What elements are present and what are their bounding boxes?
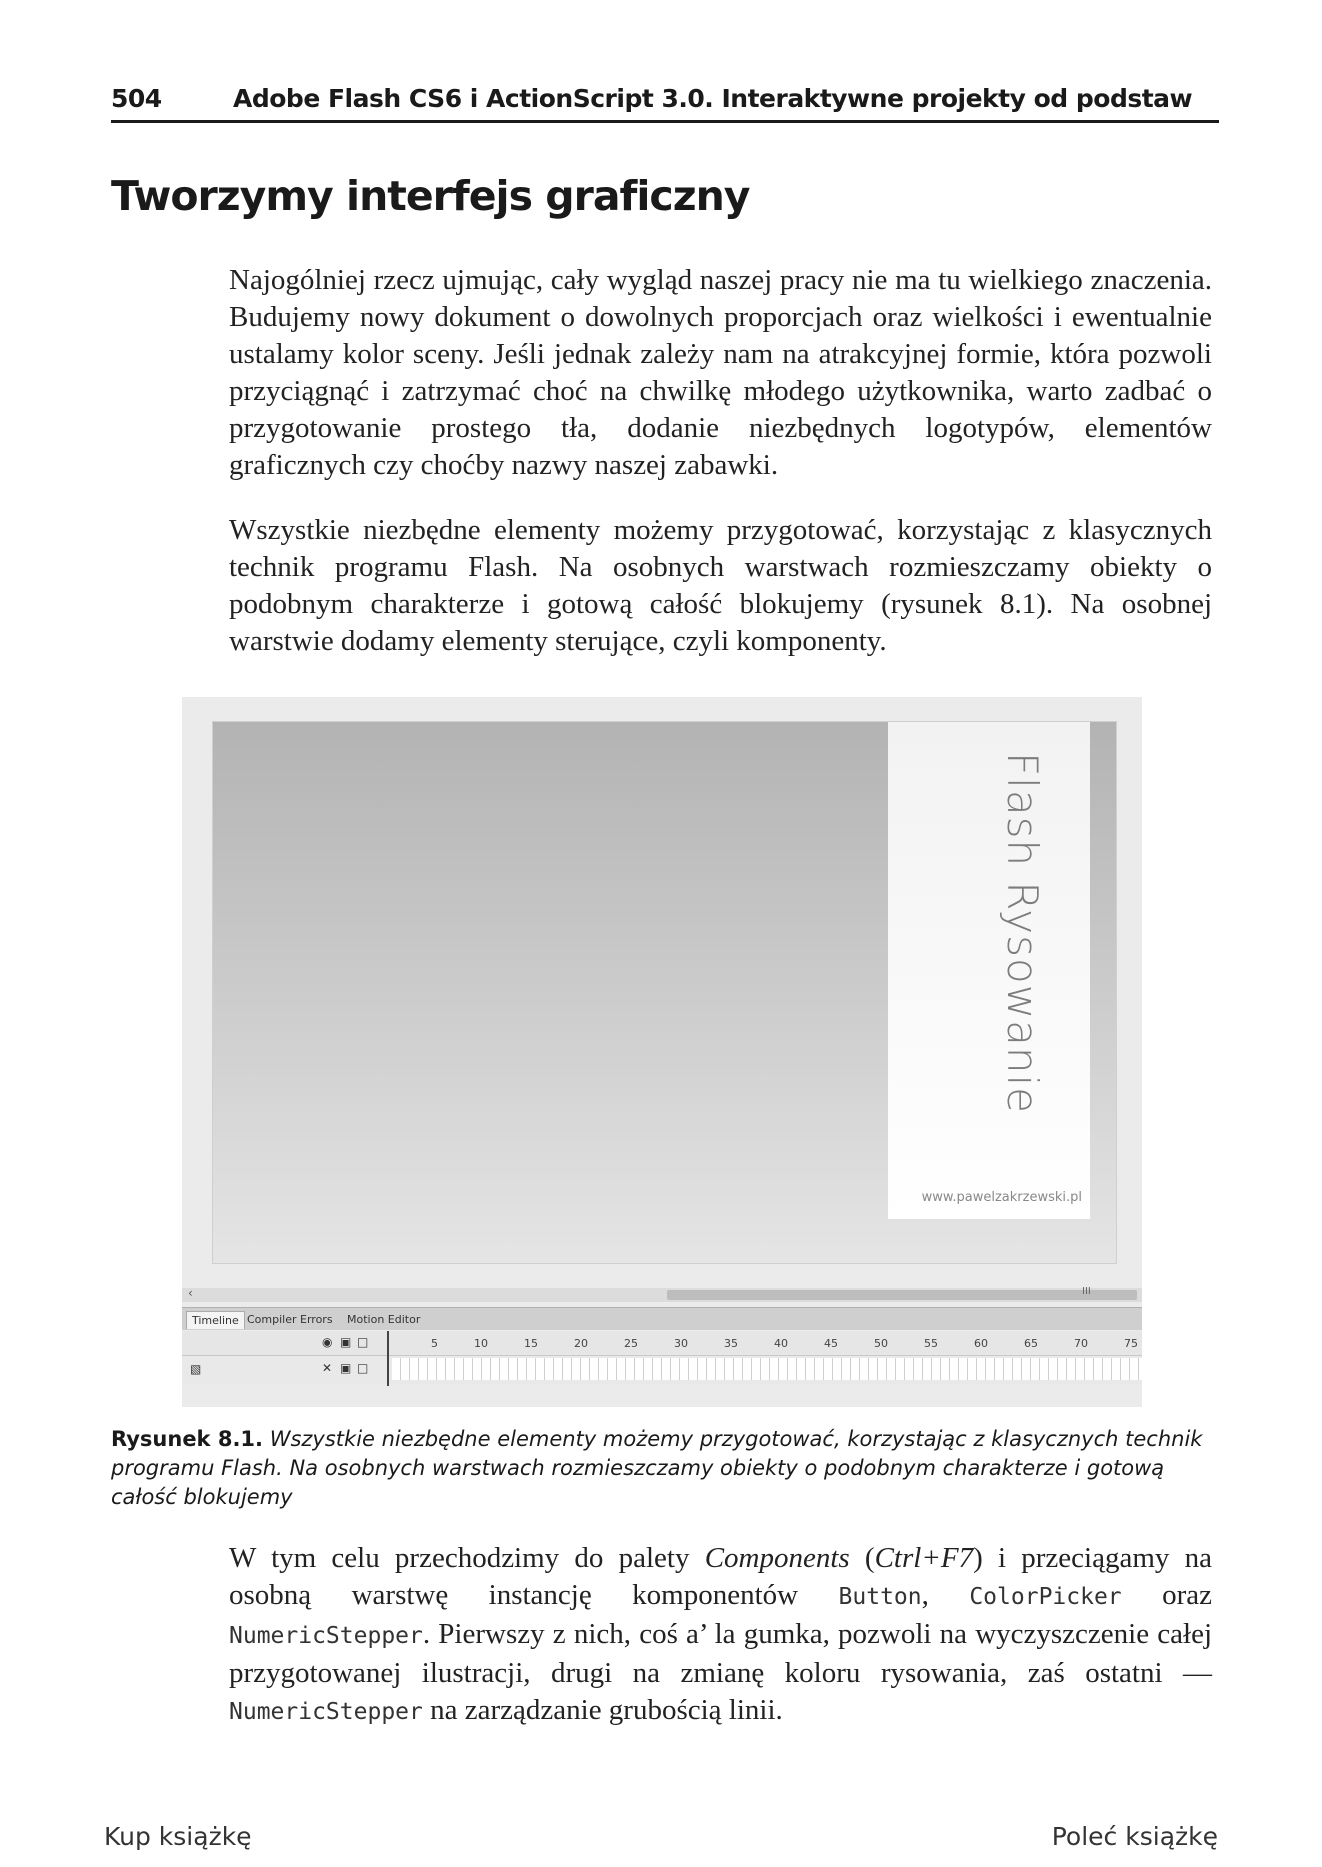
p3-components: Components xyxy=(704,1542,850,1574)
frame-number: 10 xyxy=(474,1336,488,1350)
p3-shortcut: Ctrl+F7 xyxy=(874,1542,974,1574)
recommend-book-link[interactable]: Poleć książkę xyxy=(1051,1822,1218,1851)
horizontal-scrollbar[interactable] xyxy=(182,1288,1142,1302)
p3-text: W tym celu przechodzimy do palety xyxy=(229,1542,705,1574)
layer-icon: ▧ xyxy=(190,1362,202,1376)
timeline-layer-row[interactable] xyxy=(182,1355,1142,1384)
scroll-thumb[interactable] xyxy=(667,1290,1137,1300)
stage-side-panel xyxy=(888,722,1090,1219)
paragraph-3 xyxy=(229,1540,1212,1731)
playhead[interactable] xyxy=(387,1331,389,1386)
code-colorpicker: ColorPicker xyxy=(969,1584,1122,1610)
frame-number: 75 xyxy=(1124,1336,1138,1350)
frame-number: 65 xyxy=(1024,1336,1038,1350)
frame-number: 55 xyxy=(924,1336,938,1350)
lock-icon[interactable]: ▣ xyxy=(340,1335,352,1349)
frame-number: 40 xyxy=(774,1336,788,1350)
frame-number: 15 xyxy=(524,1336,538,1350)
frame-number: 20 xyxy=(574,1336,588,1350)
tab-compiler-errors[interactable]: Compiler Errors xyxy=(247,1313,333,1326)
layer-lock-icon[interactable]: ▣ xyxy=(340,1361,352,1375)
frame-number: 50 xyxy=(874,1336,888,1350)
eye-icon[interactable]: ◉ xyxy=(322,1335,333,1349)
p3-text: oraz xyxy=(1121,1579,1212,1611)
buy-book-link[interactable]: Kup książkę xyxy=(104,1822,252,1851)
caption-label: Rysunek 8.1. xyxy=(111,1427,264,1451)
frame-number: 5 xyxy=(431,1336,438,1350)
outline-icon[interactable]: □ xyxy=(357,1335,369,1349)
code-button: Button xyxy=(838,1584,922,1610)
frame-numbers xyxy=(392,1331,1142,1355)
flash-stage xyxy=(212,721,1117,1264)
timeline-tab-bar xyxy=(182,1307,1142,1330)
code-numericstepper-2: NumericStepper xyxy=(229,1699,423,1725)
layer-outline-icon[interactable]: □ xyxy=(357,1361,369,1375)
p3-text: na zarządzanie grubością linii. xyxy=(422,1694,783,1726)
p3-text: ( xyxy=(849,1542,875,1574)
frame-number: 30 xyxy=(674,1336,688,1350)
figure-caption xyxy=(111,1425,1211,1512)
paragraph-2: Wszystkie niezbędne elementy możemy przygotować, korzystając z klasycznych technik programu Flash. Na osobnych warstwach rozmieszczamy obiekty o podobnym charakterze i gotową całość blokujemy (rysunek 8.1). Na osobnej warstwie dodamy elementy sterujące, czyli komponenty. xyxy=(229,514,1212,657)
p3-text: . Pierwszy z nich, coś a’ la gumka, pozwoli na wyczyszczenie całej przygotowanej ilustracji, drugi na zmianę koloru rysowania, zaś ostatni — xyxy=(229,1618,1212,1689)
frame-number: 25 xyxy=(624,1336,638,1350)
p3-text: , xyxy=(921,1579,970,1611)
code-numericstepper: NumericStepper xyxy=(229,1623,423,1649)
caption-text: Wszystkie niezbędne elementy możemy przygotować, korzystając z klasycznych technik programu Flash. Na osobnych warstwach rozmieszczamy obiekty o podobnym charakterze i gotową całość blokujemy xyxy=(111,1427,1203,1509)
running-header xyxy=(111,80,1219,123)
timeline-ruler xyxy=(182,1331,1142,1355)
frame-number: 45 xyxy=(824,1336,838,1350)
hidden-layer-icon[interactable]: ✕ xyxy=(322,1361,333,1375)
section-title: Tworzymy interfejs graficzny xyxy=(111,172,750,220)
figure-flash-screenshot xyxy=(182,697,1142,1407)
tab-motion-editor[interactable]: Motion Editor xyxy=(347,1313,421,1326)
frame-cells[interactable] xyxy=(392,1358,1142,1380)
frame-number: 60 xyxy=(974,1336,988,1350)
paragraph-1: Najogólniej rzecz ujmując, cały wygląd naszej pracy nie ma tu wielkiego znaczenia. Budujemy nowy dokument o dowolnych proporcjach oraz wielkości i ewentualnie ustalamy kolor sceny. Jeśli jednak zależy nam na atrakcyjnej formie, która pozwoli przyciągnąć i zatrzymać choć na chwilkę młodego użytkownika, warto zadbać o przygotowanie prostego tła, dodanie niezbędnych logotypów, elementów graficznych czy choćby nazwy naszej zabawki. xyxy=(229,264,1212,481)
book-title: Adobe Flash CS6 i ActionScript 3.0. Interaktywne projekty od podstaw xyxy=(233,84,1193,113)
scroll-grip-icon: III xyxy=(1082,1286,1091,1297)
tab-timeline[interactable]: Timeline xyxy=(186,1311,245,1329)
p3-text: ) i przeciągamy na osobną warstwę instancję komponentów xyxy=(229,1542,1212,1611)
frame-number: 35 xyxy=(724,1336,738,1350)
page-number: 504 xyxy=(111,84,162,113)
stage-title: Flash Rysowanie xyxy=(998,752,1047,1114)
scroll-left-arrow-icon[interactable]: ‹ xyxy=(188,1286,193,1300)
stage-url: www.pawelzakrzewski.pl xyxy=(921,1190,1082,1205)
frame-number: 70 xyxy=(1074,1336,1088,1350)
